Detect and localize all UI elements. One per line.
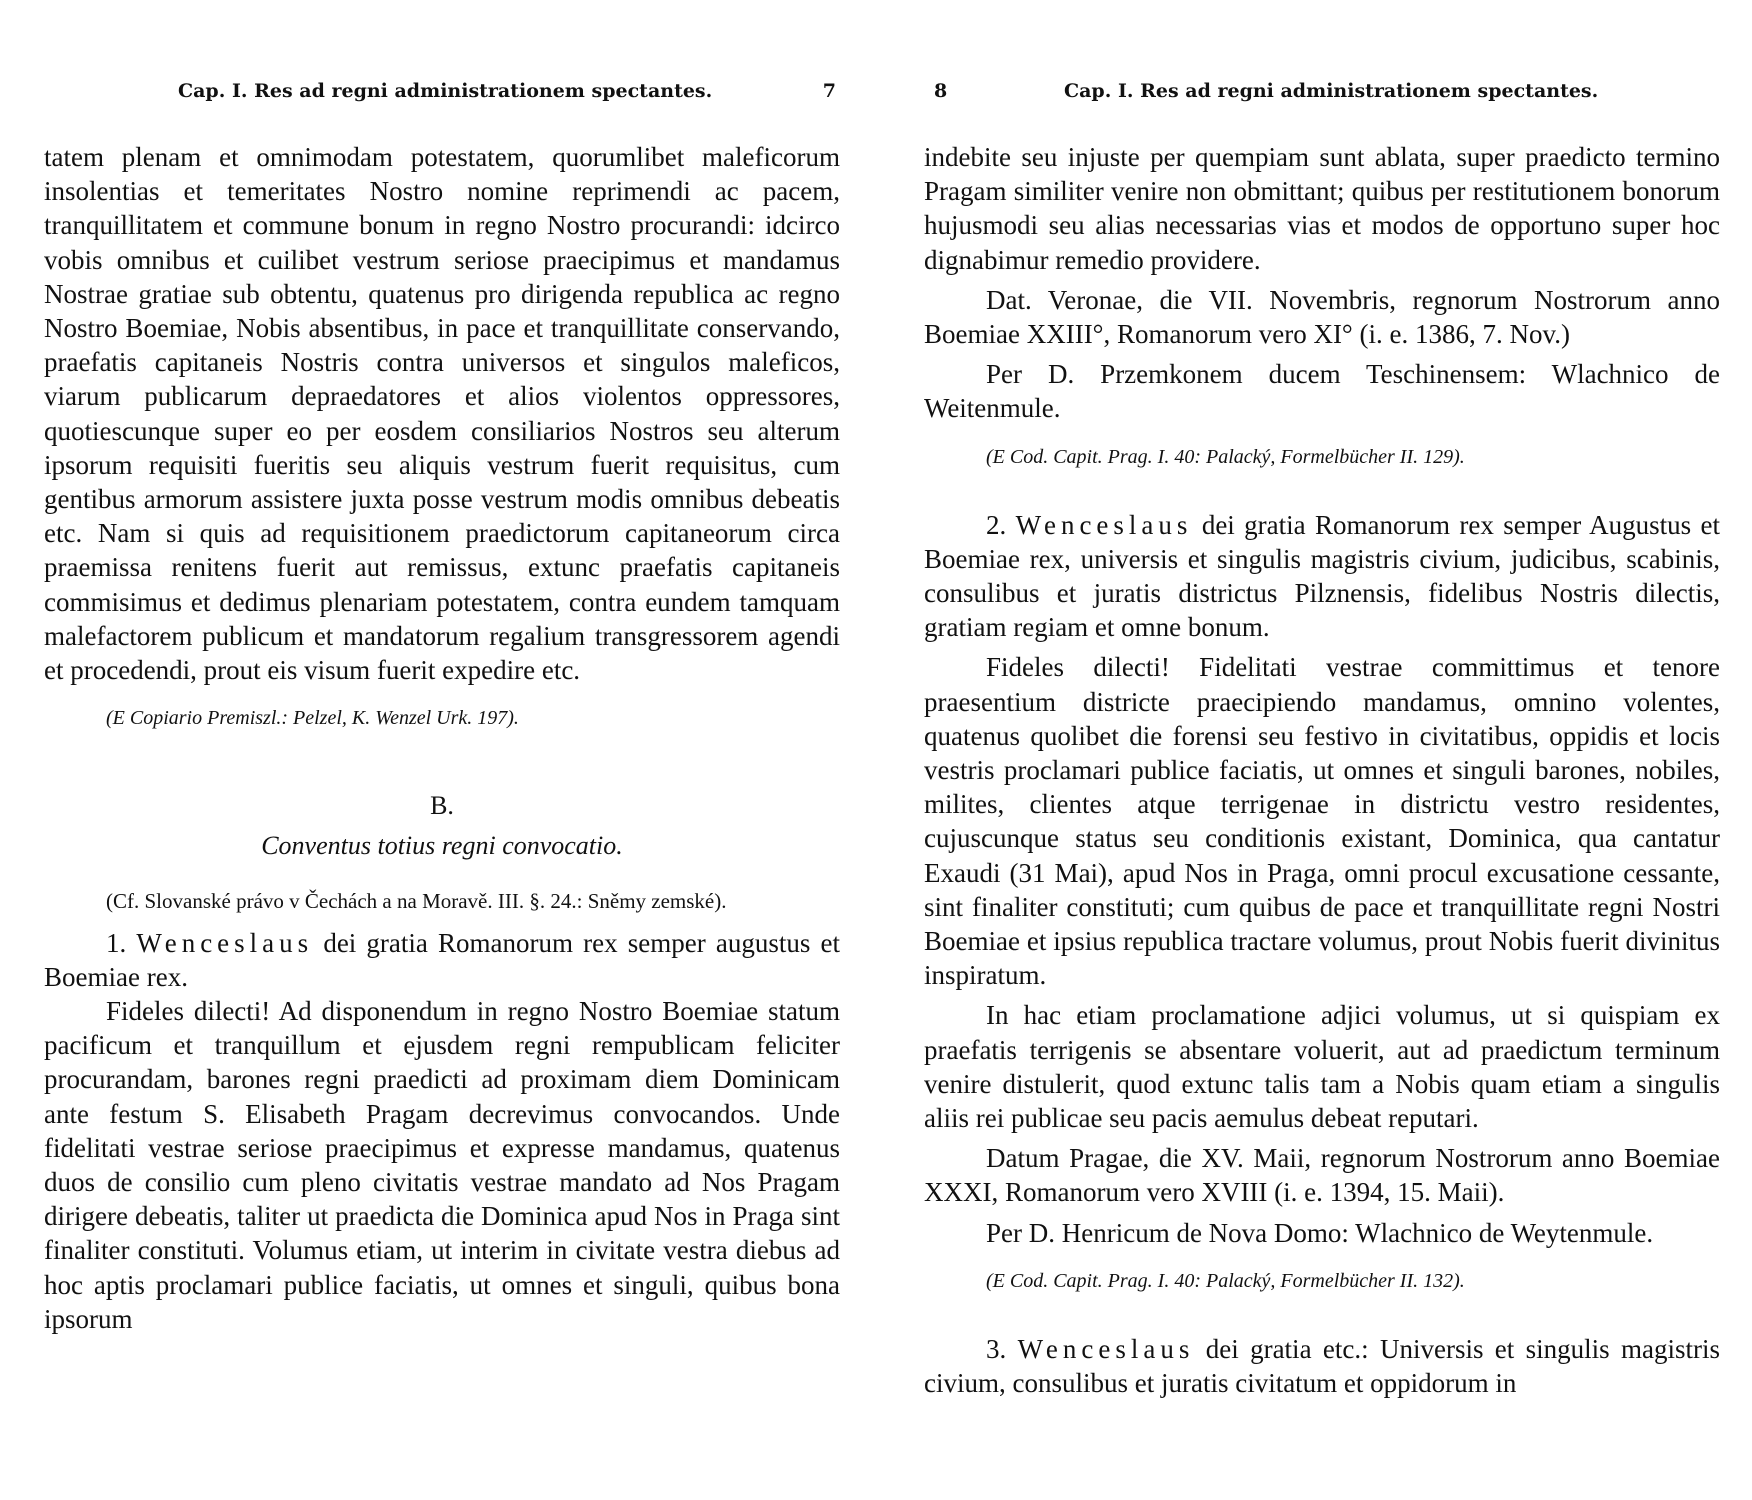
- document-intitulatio: dei gratia Romanorum rex semper augustus et Boemiae rex.: [44, 927, 840, 992]
- section-title: Conventus totius regni convocatio.: [261, 831, 623, 861]
- right-running-head: [924, 80, 1720, 108]
- document-number: 3.: [986, 1333, 1007, 1364]
- document-intitulatio: dei gratia Romanorum rex semper Augustus et Boemiae rex, universis et singulis magistris civium, judicibus, scabinis, consulibus et juratis districtus Pilznensis, fidelibus Nostris dilectis, gratiam regiam et omne bonum.: [924, 509, 1721, 643]
- left-running-head-title: Cap. I. Res ad regni administrationem spectantes.: [178, 80, 713, 102]
- chancery-note: Per D. Przemkonem ducem Teschinensem: Wlachnico de Weitenmule.: [924, 359, 1720, 424]
- left-page-body: [44, 140, 840, 1336]
- document-body-paragraph: Fideles dilecti! Fidelitati vestrae committimus et tenore praesentium districte praecipiendo mandamus, omnino volentes, quatenus quolibet die forensi seu festivo in civitatibus, oppidis et locis vestris proclamari publice faciatis, ut omnes et singuli barones, nobiles, milites, clientes atque terrigenae in districtu vestro residentes, cujuscunque status seu conditionis existant, Dominica, qua cantatur Exaudi (31 Mai), apud Nos in Praga, omni procul excusatione cessante, sint finaliter constituti; cum quibus de pace et tranquillitate regni Nostri Boemiae et ipsius republica tractare volumus, prout Nobis fuerit divinitus inspiratum.: [924, 652, 1720, 991]
- document-intitulatio: dei gratia etc.: Universis et singulis magistris civium, consulibus et juratis civitatum et oppidorum in: [924, 1333, 1721, 1399]
- document-heading: [924, 1332, 1720, 1400]
- document-heading: [924, 508, 1720, 645]
- document-number: 2.: [986, 509, 1007, 540]
- document-body-paragraph: Fideles dilecti! Ad disponendum in regno Nostro Boemiae statum pacificum et tranquillum et ejusdem regni rempublicam feliciter procurandam, barones regni praedicti ad proximam diem Dominicam ante festum S. Elisabeth Pragam decrevimus convocandos. Unde fidelitati vestrae seriose praecipimus et expresse mandamus, quatenus duos de consilio cum pleno civitatis vestrae mandato ad Nos Pragam dirigere debeatis, taliter ut praedicta die Dominica apud Nos in Praga sint finaliter constituti. Volumus etiam, ut interim in civitate vestra diebus ad hoc aptis proclamari publice faciatis, ut omnes et singuli, quibus bona ipsorum: [44, 996, 840, 1334]
- document-body-paragraph: In hac etiam proclamatione adjici volumus, ut si quispiam ex praefatis terrigenis se absentare voluerit, aut ad praedictum terminum venire distulerit, quod extunc talis tam a Nobis quam etiam a singulis aliis rei publicae seu pacis aemulus debeat reputari.: [924, 1000, 1720, 1134]
- right-page-number: 8: [934, 80, 948, 102]
- continuation-paragraph: tatem plenam et omnimodam potestatem, quorumlibet maleficorum insolentias et temeritates Nostro nomine reprimendi ac pacem, tranquillitatem et commune bonum in regno Nostro procurandi: idcirco vobis omnibus et cuilibet vestrum seriose praecipimus et mandamus Nostrae gratiae sub obtentu, quatenus pro dirigenda republica ac regno Nostro Boemiae, Nobis absentibus, in pace et tranquillitate conservando, praefatis capitaneis Nostris contra universos et singulos maleficos, viarum publicarum depraedatores et alios violentos oppressores, quotiescunque super eo per eosdem consiliarios Nostros seu alterum ipsorum requisiti fueritis seu aliquis vestrum fuerit requisitus, cum gentibus armorum assistere juxta posse vestrum modis omnibus debeatis etc. Nam si quis ad requisitionem praedictorum capitaneorum circa praemissa renitens fuerit aut remissus, extunc praefatis capitaneis commisimus et dedimus plenariam potestatem, contra eundem tamquam malefactorem publicum et mandatorum regalium transgressorem agendi et procedendi, prout eis visum fuerit expedire etc.: [44, 142, 840, 686]
- source-citation: (E Cod. Capit. Prag. I. 40: Palacký, Formelbücher II. 129).: [986, 445, 1465, 468]
- document-issuer-name: Wenceslaus: [1015, 509, 1193, 540]
- right-page-body: [924, 140, 1720, 1400]
- document-heading: [44, 926, 840, 994]
- source-citation: (E Cod. Capit. Prag. I. 40: Palacký, Formelbücher II. 132).: [986, 1269, 1465, 1292]
- dating-clause: Dat. Veronae, die VII. Novembris, regnorum Nostrorum anno Boemiae XXIII°, Romanorum vero XI° (i. e. 1386, 7. Nov.): [924, 284, 1720, 350]
- left-page: [44, 0, 840, 1500]
- right-running-head-title: Cap. I. Res ad regni administrationem spectantes.: [1064, 80, 1599, 102]
- continuation-paragraph: indebite seu injuste per quempiam sunt ablata, super praedicto termino Pragam similiter venire non obmittant; quibus per restitutionem bonorum hujusmodi seu alias necessarias vias et modos de opportuno super hoc dignabimur remedio providere.: [924, 142, 1720, 275]
- right-page: [924, 0, 1720, 1500]
- document-issuer-name: Wenceslaus: [1017, 1333, 1195, 1364]
- dating-clause: Datum Pragae, die XV. Maii, regnorum Nostrorum anno Boemiae XXXI, Romanorum vero XVIII (i. e. 1394, 15. Maii).: [924, 1143, 1720, 1208]
- left-running-head: [44, 80, 840, 108]
- document-number: 1.: [106, 927, 127, 958]
- left-page-number: 7: [822, 80, 836, 102]
- source-citation: (E Copiario Premiszl.: Pelzel, K. Wenzel Urk. 197).: [106, 707, 519, 730]
- chancery-note: Per D. Henricum de Nova Domo: Wlachnico de Weytenmule.: [986, 1217, 1654, 1248]
- cross-reference-note: (Cf. Slovanské právo v Čechách a na Moravě. III. §. 24.: Sněmy zemské).: [106, 888, 727, 913]
- section-letter: B.: [430, 791, 454, 821]
- document-issuer-name: Wenceslaus: [136, 927, 314, 958]
